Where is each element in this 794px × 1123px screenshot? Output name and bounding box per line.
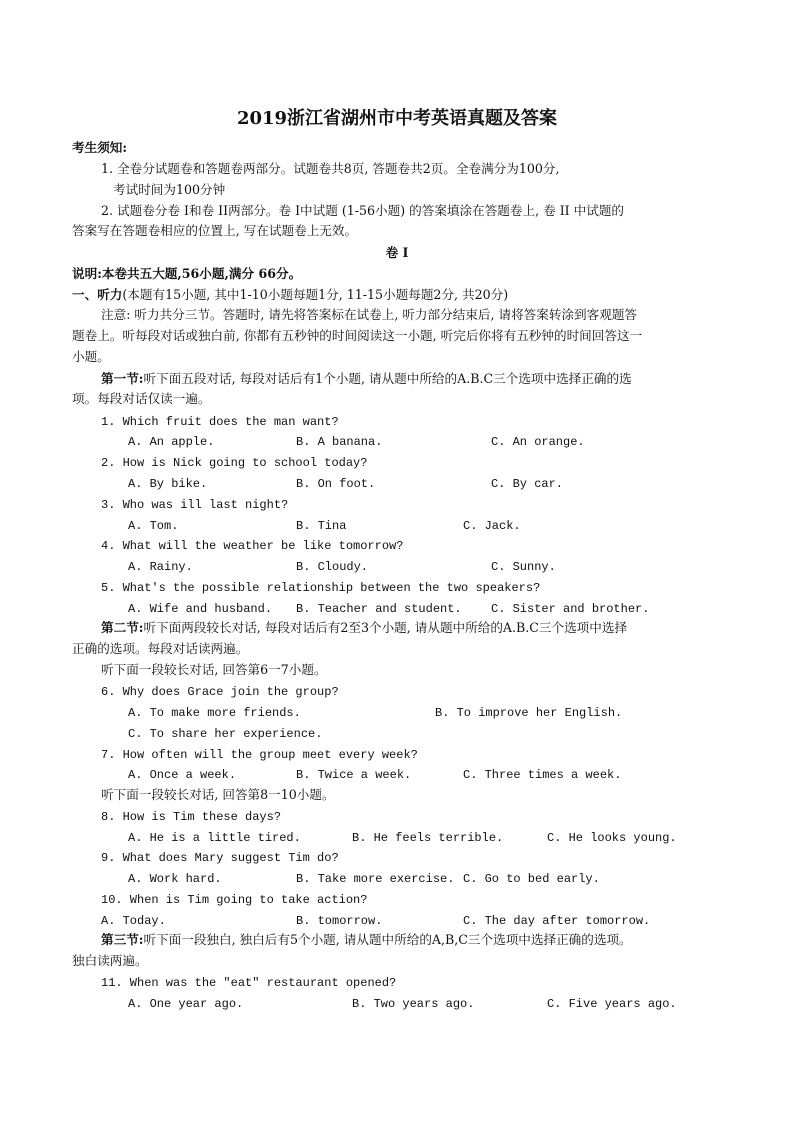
dialog-1-intro: 听下面一段较长对话, 回答第6一7小题。 [101,662,327,677]
section-3-label: 第三节: [101,932,144,947]
section-2-instruction-cont: 正确的选项。每段对话读两遍。 [72,641,249,656]
question-7: 7. How often will the group meet every week? [101,748,418,762]
question-3: 3. Who was ill last night? [101,498,289,512]
q3-option-c: C. Jack. [463,519,521,533]
notice-item-2-cont: 答案写在答题卷相应的位置上, 写在试题卷上无效。 [72,223,358,238]
q10-option-b: B. tomorrow. [296,914,383,928]
q7-option-a: A. Once a week. [128,768,237,782]
listening-heading-label: 一、听力 [72,287,123,302]
q7-option-b: B. Twice a week. [296,768,412,782]
question-10: 10. When is Tim going to take action? [101,893,368,907]
q11-option-c: C. Five years ago. [547,997,677,1011]
question-5: 5. What's the possible relationship between the two speakers? [101,581,541,595]
question-4: 4. What will the weather be like tomorrow? [101,539,404,553]
question-8: 8. How is Tim these days? [101,810,282,824]
page-title: 2019浙江省湖州市中考英语真题及答案 [236,108,558,129]
q11-option-a: A. One year ago. [128,997,244,1011]
section-1-instruction [101,371,632,387]
q9-option-b: B. Take more exercise. [296,872,455,886]
q2-option-c: C. By car. [491,477,564,491]
q8-option-a: A. He is a little tired. [128,831,301,845]
section-1-instruction-cont: 项。每段对话仅读一遍。 [72,391,211,406]
listening-note-line-1: 注意: 听力共分三节。答题时, 请先将答案标在试卷上, 听力部分结束后, 请将答案转涂到客观题答 [101,307,638,322]
q6-option-b: B. To improve her English. [435,706,623,720]
question-11: 11. When was the "eat" restaurant opened? [101,976,397,990]
notice-item-2: 2. 试题卷分卷 I和卷 II两部分。卷 I中试题 (1-56小题) 的答案填涂在答题卷上, 卷 II 中试题的 [101,203,625,218]
q4-option-a: A. Rainy. [128,560,193,574]
q8-option-c: C. He looks young. [547,831,677,845]
section-1-text: 听下面五段对话, 每段对话后有1个小题, 请从题中所给的A.B.C三个选项中选择正确的选 [143,371,632,386]
q11-option-b: B. Two years ago. [352,997,475,1011]
question-1: 1. Which fruit does the man want? [101,415,339,429]
listening-heading [72,287,508,303]
q5-option-a: A. Wife and husband. [128,602,273,616]
q7-option-c: C. Three times a week. [463,768,622,782]
q1-option-b: B. A banana. [296,435,383,449]
q9-option-c: C. Go to bed early. [463,872,600,886]
q9-option-a: A. Work hard. [128,872,222,886]
notice-item-1-cont: 考试时间为100分钟 [113,182,226,197]
volume-note: 说明:本卷共五大题,56小题,满分 66分。 [72,266,302,281]
q1-option-c: C. An orange. [491,435,585,449]
dialog-2-intro: 听下面一段较长对话, 回答第8一10小题。 [101,787,335,802]
notice-heading: 考生须知: [72,140,128,155]
listening-note-line-2: 题卷上。听每段对话或独白前, 你都有五秒钟的时间阅读这一小题, 听完后你将有五秒钟的时间回答这一 [72,328,643,343]
q2-option-b: B. On foot. [296,477,376,491]
section-2-instruction [101,620,627,636]
q5-option-c: C. Sister and brother. [491,602,650,616]
q10-option-c: C. The day after tomorrow. [463,914,651,928]
q4-option-c: C. Sunny. [491,560,556,574]
volume-label: 卷 I [385,245,409,260]
section-3-instruction-cont: 独白读两遍。 [72,953,148,968]
q1-option-a: A. An apple. [128,435,215,449]
notice-item-1: 1. 全卷分试题卷和答题卷两部分。试题卷共8页, 答题卷共2页。全卷满分为100分, [101,161,560,176]
section-2-text: 听下面两段较长对话, 每段对话后有2至3个小题, 请从题中所给的A.B.C三个选项中选择 [143,620,628,635]
q8-option-b: B. He feels terrible. [352,831,504,845]
section-1-label: 第一节: [101,371,144,386]
q2-option-a: A. By bike. [128,477,208,491]
q5-option-b: B. Teacher and student. [296,602,462,616]
listening-note-line-3: 小题。 [72,349,110,364]
section-3-text: 听下面一段独白, 独白后有5个小题, 请从题中所给的A,B,C三个选项中选择正确的选项。 [143,932,632,947]
listening-heading-detail: (本题有15小题, 其中1-10小题每题1分, 11-15小题每题2分, 共20分) [122,287,509,302]
q10-option-a: A. Today. [101,914,166,928]
q3-option-a: A. Tom. [128,519,179,533]
section-3-instruction [101,932,632,948]
question-9: 9. What does Mary suggest Tim do? [101,851,339,865]
section-2-label: 第二节: [101,620,144,635]
q3-option-b: B. Tina [296,519,347,533]
question-6: 6. Why does Grace join the group? [101,685,339,699]
q4-option-b: B. Cloudy. [296,560,369,574]
question-2: 2. How is Nick going to school today? [101,456,368,470]
q6-option-c: C. To share her experience. [128,727,323,741]
q6-option-a: A. To make more friends. [128,706,301,720]
